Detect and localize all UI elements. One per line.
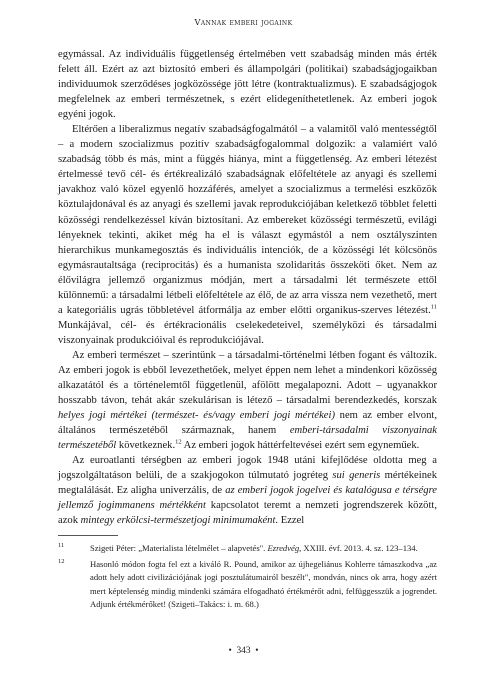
paragraph — [58, 453, 437, 528]
footnote-text — [90, 559, 437, 609]
footnote-text — [90, 543, 418, 553]
text-run: Eltérően a liberalizmus negatív szabadságfogalmától – a valamitől való mentességtől – a modern szocializmus pozitív szabadságfogalommal dolgozik: a valamiért való szabadság több és más, mint a függés hiánya, mint a függetlenség. Az emberi létezést értelmessé tevő cél- és értékrealizáló szabadságnak előfeltétele az anyagi és szellemi javakhoz való közel egyenlő hozzáférés, amelyet a szocializmus a termelési eszközök köztulajdonával és az anyagi és szellemi javak reprodukciójában keletkező többlet feletti közösségi rendelkezéssel kíván biztosítani. Az embereket közösségi természetű, evilági lényeknek tekinti, akiket még ha el is választ egymástól a nem osztályszinten hierarchikus munkamegosztás és individuális intenciók, de a közösségi lét kölcsönös egymásrautaltsága (reciprocitás) és a humanista szolidaritás összeköti őket. Nem az élővilágra jellemző organizmus módján, mert a társadalmi lét természete ettől különnemű: a társadalmi létbeli előfeltétele az élő, de az arra vissza nem vezethető, mert a kategoriális ugrás többletével átformálja az ember előtti organikus-szerves létezést. — [58, 124, 437, 316]
text-run: nem az ember elvont, általános természetéből származnak, hanem — [58, 410, 437, 437]
paragraph — [58, 348, 437, 453]
footnote — [58, 558, 437, 611]
text-run: következnek. — [116, 440, 176, 452]
italic-text: mintegy erkölcsi-természetjogi minimumaként — [80, 515, 276, 527]
text-run: Az emberi jogok háttérfeltevései ezért sem egyneműek. — [181, 440, 420, 452]
text-run: . Ezzel — [275, 515, 305, 527]
page-number: • 343 • — [228, 646, 259, 656]
italic-text: Ezredvég — [267, 543, 300, 553]
text-run: Az euroatlanti térségben az emberi jogok 1948 utáni kifejlődése oldotta meg a jogszolgáltatáson belüli, de a szakjogokon túlmutató jogréteg — [58, 455, 437, 482]
footnote-ref: 11 — [430, 303, 437, 311]
text-run: mértékeinek megtalálását. Ez aligha univerzális, de — [58, 470, 437, 497]
footnotes — [58, 542, 437, 614]
italic-text: az emberi jogok jogelvei és katalógusa e térségre jellemző jogimmanens mértékként — [58, 485, 437, 512]
body-text — [58, 47, 437, 529]
text-run: , XXIII. évf. 2013. 4. sz. 123–134. — [299, 543, 418, 553]
footnote-separator — [58, 535, 118, 536]
paragraph — [58, 47, 437, 122]
footnote — [58, 542, 437, 555]
footnote-number: 12 — [58, 558, 65, 566]
italic-text: helyes jogi mértékei (természet- és/vagy emberi jogi mértékei) — [58, 410, 335, 422]
text-run: Szigeti Péter: „Materialista lételmélet – alapvetés". — [90, 543, 268, 553]
italic-text: sui generis — [332, 470, 381, 482]
text-run: Hasonló módon fogta fel ezt a kiváló R. Pound, amikor az újhegeliánus Kohlerre támaszkodva „az adott hely adott civilizációjának jogi posztulátumairól beszélt", mondván, nincs ok arra, hogy azért mert képtelenség mindig mindenki számára elfogadható értékmérőt adni, felfüggesszük a jogrendet. Adjunk értékmérőket! (Szigeti–Takács: i. m. 68.) — [90, 559, 437, 609]
footnote-number: 11 — [58, 542, 65, 550]
paragraph — [58, 122, 437, 348]
running-head: Vannak emberi jogaink — [194, 17, 293, 27]
italic-text: emberi-társadalmi viszonyainak természetéből — [58, 425, 438, 452]
footnote-ref: 12 — [175, 438, 182, 446]
text-run: egymással. Az individuális függetlenség értelmében vett szabadság minden más érték felett áll. Ezért az azt biztosító emberi és állampolgári (politikai) szabadságjogaikban individuumok szerződéses jogközössége jött létre (kontraktualizmus). E szabadságjogok megfelelnek az emberi természetnek, s ezért elidegeníthetetlenek. Az emberi jogok egyéni jogok. — [58, 49, 437, 121]
page-number-value: 343 — [236, 646, 251, 656]
text-run: Munkájával, cél- és értékracionális cselekedeteivel, személyközi és társadalmi viszonyainak produkcióival és reprodukciójával. — [58, 319, 437, 346]
text-run: kapcsolatot teremt a nemzeti jogrendszerek között, azok — [58, 500, 437, 527]
text-run: Az emberi természet – szerintünk – a társadalmi-történelmi létben fogant és változik. Az emberi jogok is ebből levezethetőek, melyet éppen nem lehet a mindenkori közösség alkazatától és a történelemtől függetlenül, afölött megalapozni. Adott – ugyanakkor hosszabb távon, tehát akár szekulárisan is létező – társadalmi berendezkedés, korszak — [58, 349, 437, 407]
